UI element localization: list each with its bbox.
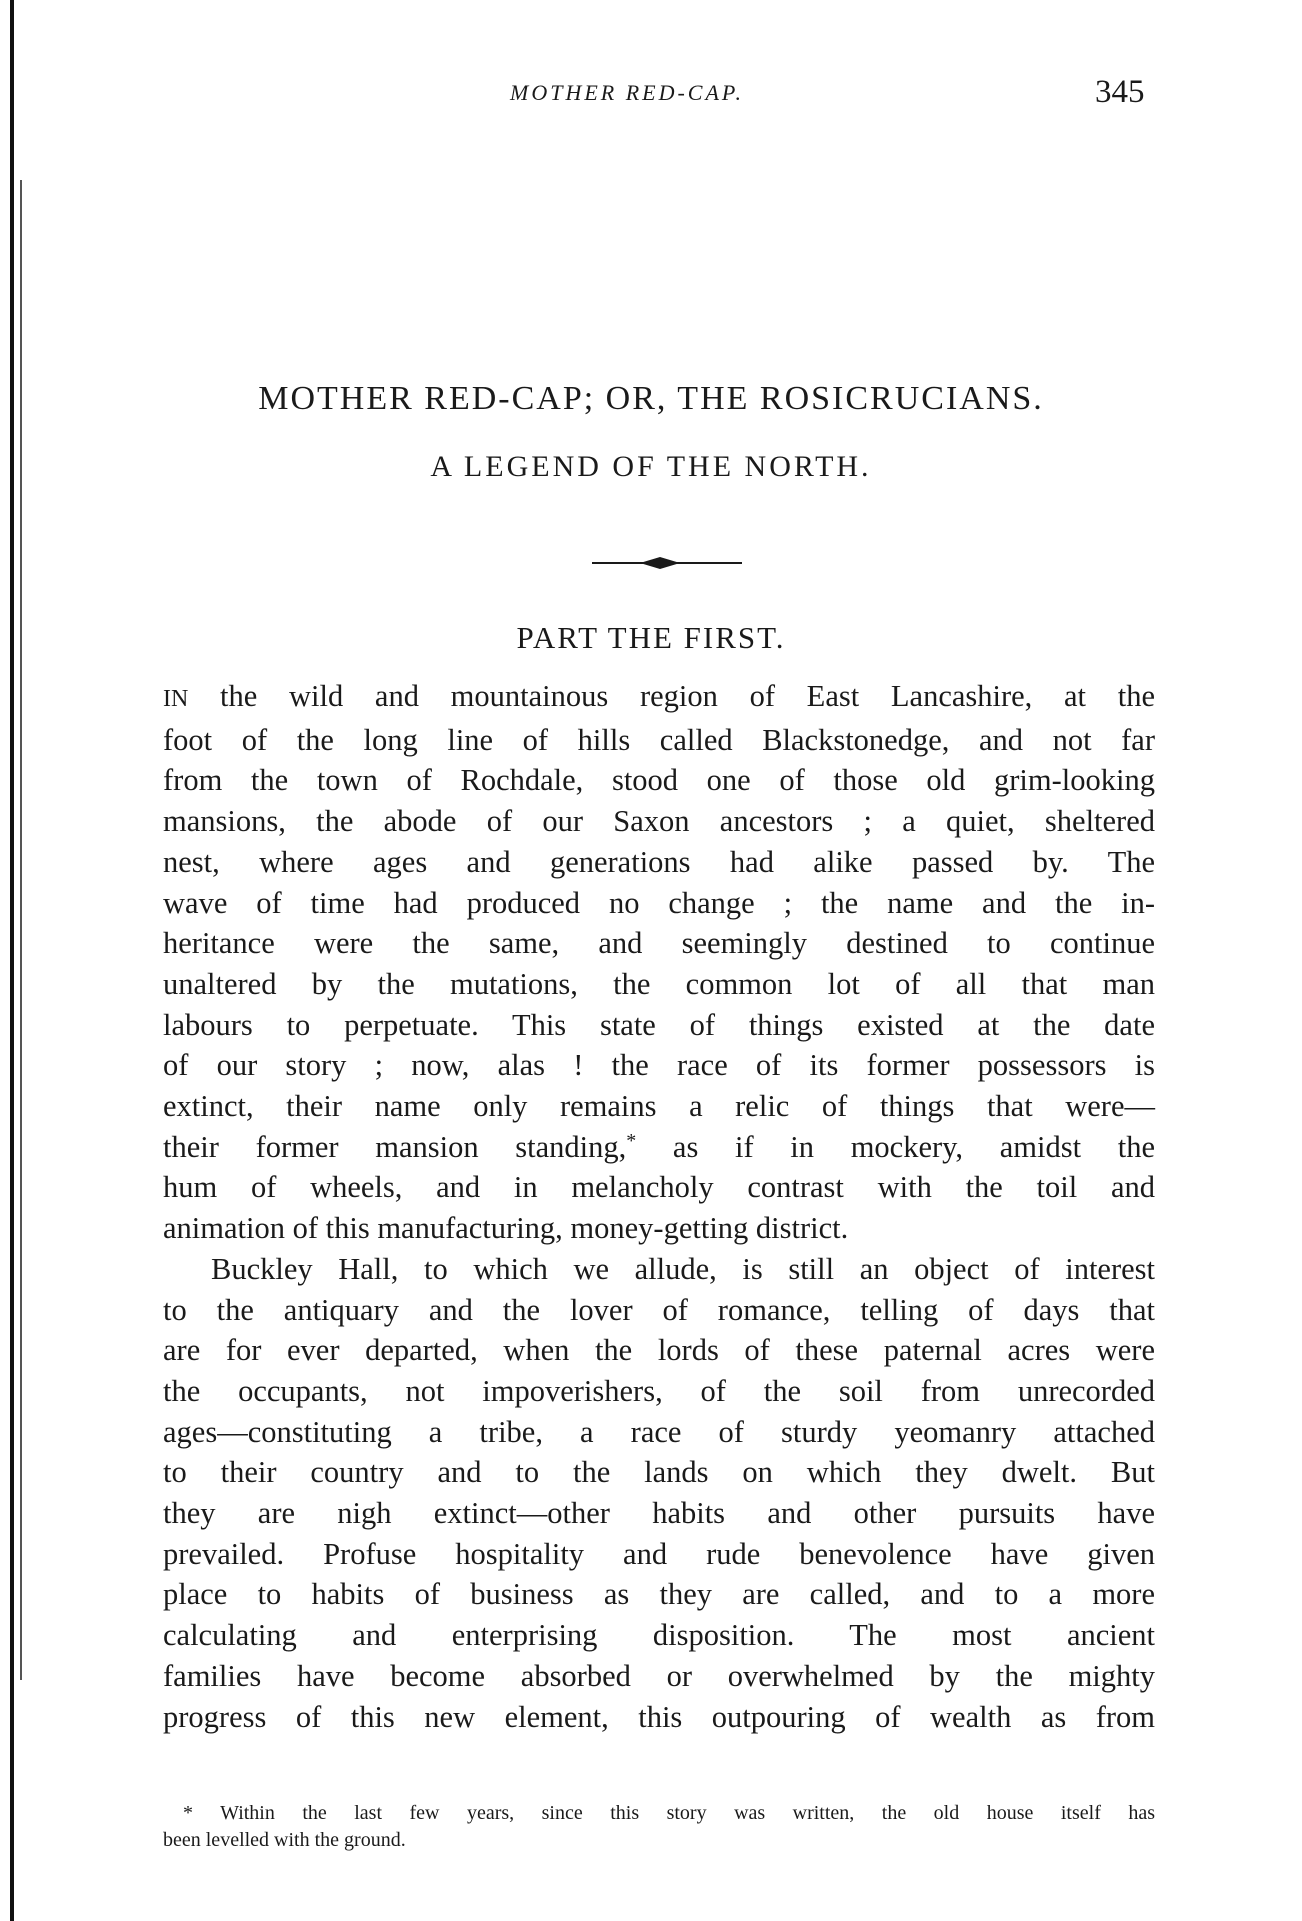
running-header xyxy=(0,74,1302,118)
paragraph-line: wave of time had produced no change ; the name and the in- xyxy=(163,885,1155,920)
page-binding-edge xyxy=(10,0,14,1921)
body-text xyxy=(163,676,1155,1737)
paragraph-line: ages—constituting a tribe, a race of sturdy yeomanry attached xyxy=(163,1414,1155,1449)
paragraph-line: families have become absorbed or overwhelmed by the mighty xyxy=(163,1658,1155,1693)
paragraph-line: place to habits of business as they are called, and to a more xyxy=(163,1577,1155,1612)
paragraph-line: hum of wheels, and in melancholy contrast with the toil and xyxy=(163,1170,1155,1205)
paragraph-line: the occupants, not impoverishers, of the soil from unrecorded xyxy=(163,1373,1155,1408)
line-part: as if in mockery, amidst the xyxy=(636,1129,1155,1164)
paragraph-line: of our story ; now, alas ! the race of its former possessors is xyxy=(163,1048,1155,1083)
paragraph-line: they are nigh extinct—other habits and other pursuits have xyxy=(163,1496,1155,1531)
paragraph-line: calculating and enterprising disposition. The most ancient xyxy=(163,1618,1155,1653)
paragraph-initial-caps: IN xyxy=(163,686,189,712)
paragraph-line: foot of the long line of hills called Blackstonedge, and not far xyxy=(163,722,1155,757)
part-heading: PART THE FIRST. xyxy=(516,620,786,655)
paragraph-line: Buckley Hall, to which we allude, is still an object of interest xyxy=(211,1251,1155,1286)
paragraph-line: progress of this new element, this outpouring of wealth as from xyxy=(163,1699,1155,1734)
paragraph xyxy=(163,676,1155,720)
paragraph-line: from the town of Rochdale, stood one of those old grim-looking xyxy=(163,763,1155,798)
paragraph-line: to the antiquary and the lover of romance, telling of days that xyxy=(163,1292,1155,1327)
paragraph-line: mansions, the abode of our Saxon ancestors ; a quiet, sheltered xyxy=(163,804,1155,839)
paragraph-line: are for ever departed, when the lords of these paternal acres were xyxy=(163,1333,1155,1368)
chapter-title: MOTHER RED-CAP; OR, THE ROSICRUCIANS. xyxy=(258,380,1044,417)
ornament-divider-icon xyxy=(592,553,742,573)
paragraph-line: animation of this manufacturing, money-getting district. xyxy=(163,1211,849,1246)
footnote-line: been levelled with the ground. xyxy=(163,1829,406,1851)
paragraph-line: labours to perpetuate. This state of things existed at the date xyxy=(163,1007,1155,1042)
paragraph-line: prevailed. Profuse hospitality and rude benevolence have given xyxy=(163,1536,1155,1571)
footnote-marker: * xyxy=(626,1129,637,1152)
footnote-line: * Within the last few years, since this story was written, the old house itself has xyxy=(183,1802,1155,1824)
paragraph-line: unaltered by the mutations, the common lot of all that man xyxy=(163,966,1155,1001)
paragraph-line: nest, where ages and generations had alike passed by. The xyxy=(163,844,1155,879)
paragraph-line: to their country and to the lands on which they dwelt. But xyxy=(163,1455,1155,1490)
page-number: 345 xyxy=(1095,74,1145,110)
line-part: their former mansion standing, xyxy=(163,1129,627,1164)
paragraph-line xyxy=(163,1127,1155,1168)
paragraph-line: heritance were the same, and seemingly destined to continue xyxy=(163,926,1155,961)
paragraph-line: extinct, their name only remains a relic of things that were— xyxy=(163,1089,1155,1124)
running-title: MOTHER RED-CAP. xyxy=(510,80,745,105)
chapter-subtitle: A LEGEND OF THE NORTH. xyxy=(430,450,872,483)
paragraph-line: the wild and mountainous region of East Lancashire, at the xyxy=(188,679,1155,713)
footnote xyxy=(163,1800,1155,1854)
